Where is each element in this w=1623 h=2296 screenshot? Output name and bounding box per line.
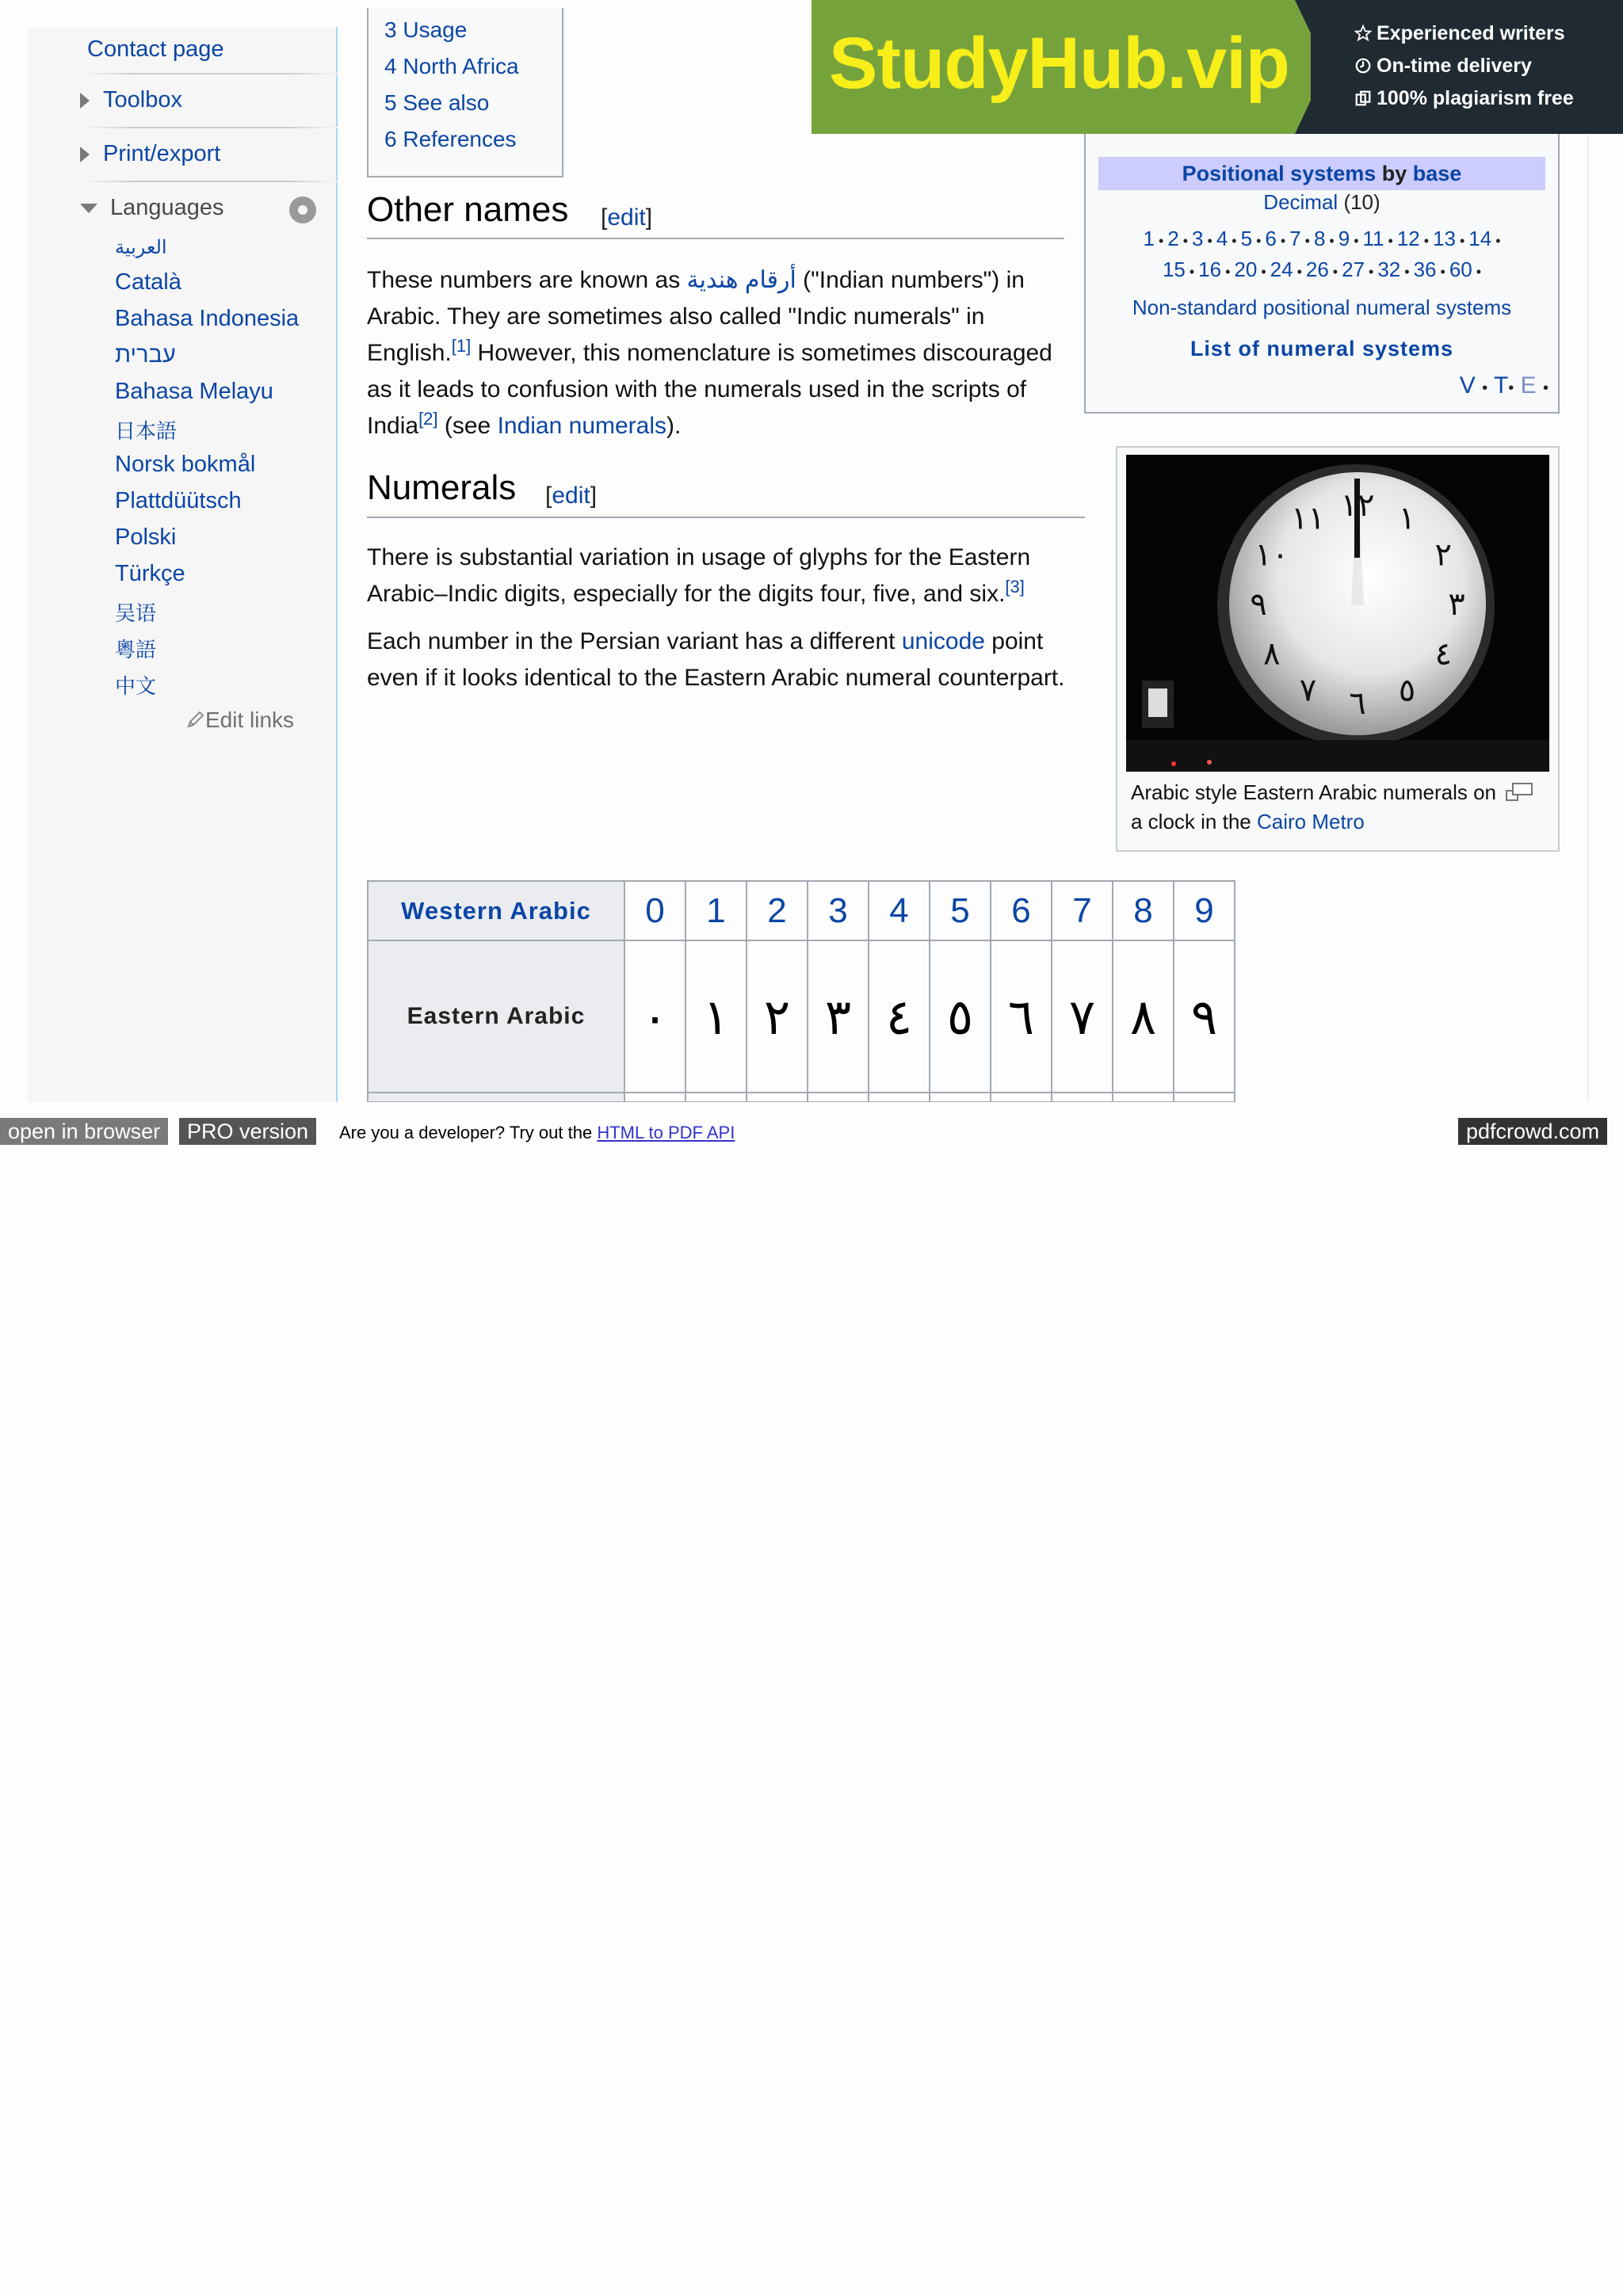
base-link[interactable]: 1 xyxy=(1143,227,1155,250)
copy-icon xyxy=(1354,90,1372,107)
table-cell xyxy=(1174,881,1235,940)
edit-template-link[interactable]: E xyxy=(1520,372,1537,399)
separator: • xyxy=(1419,233,1434,249)
indian-numerals-link[interactable]: Indian numerals xyxy=(497,413,667,439)
unicode-link[interactable]: unicode xyxy=(901,628,985,654)
eastern-digit: ٨ xyxy=(1129,987,1157,1046)
language-link[interactable]: עברית xyxy=(115,342,176,368)
heading-rule xyxy=(367,238,1064,239)
language-link[interactable]: Català xyxy=(115,269,181,295)
separator: • xyxy=(1350,233,1363,249)
eastern-digit: ١ xyxy=(702,987,730,1046)
base-link[interactable]: 16 xyxy=(1198,257,1222,281)
clock-digit: ٥ xyxy=(1398,672,1416,709)
table-cell xyxy=(1052,1093,1113,1102)
divider xyxy=(83,181,338,182)
base-link[interactable]: 2 xyxy=(1167,227,1179,250)
ad-feature-text: On-time delivery xyxy=(1377,55,1532,77)
clock-digit: ١٢ xyxy=(1340,487,1375,524)
digit-link[interactable]: 2 xyxy=(767,891,787,930)
toc-item[interactable]: 5 See also xyxy=(384,90,490,115)
clock-digit: ١١ xyxy=(1291,500,1325,537)
table-cell xyxy=(747,940,808,1093)
text: (10) xyxy=(1338,190,1381,214)
navbox-positional-title xyxy=(1086,158,1558,189)
ad-feature-text: Experienced writers xyxy=(1377,22,1565,44)
base-link[interactable]: 8 xyxy=(1313,227,1326,250)
decimal-link[interactable]: Decimal xyxy=(1263,190,1338,214)
text: (see xyxy=(437,413,498,439)
reference-link[interactable]: [1] xyxy=(451,336,472,356)
digit-link[interactable]: 8 xyxy=(1133,891,1153,930)
toc-item[interactable]: 6 References xyxy=(384,127,517,151)
eastern-digit: ٣ xyxy=(824,987,852,1046)
language-link[interactable]: 日本語 xyxy=(115,420,178,444)
table-cell xyxy=(991,881,1052,940)
clock-image[interactable] xyxy=(1126,455,1549,772)
base-link[interactable]: 9 xyxy=(1338,227,1350,250)
base-link[interactable]: 3 xyxy=(1192,227,1204,250)
table-row xyxy=(368,940,1235,1093)
sidebar-section-print-export[interactable] xyxy=(83,141,220,167)
table-cell xyxy=(1113,881,1174,940)
paragraph-other-names xyxy=(367,262,1072,444)
eastern-digit: ٥ xyxy=(946,987,974,1046)
language-link[interactable]: 粵語 xyxy=(115,639,157,662)
table-cell xyxy=(869,940,930,1093)
western-arabic-header xyxy=(368,881,624,940)
table-row xyxy=(368,1093,1235,1102)
view-template-link[interactable]: V xyxy=(1459,372,1476,399)
paragraph-numerals-1 xyxy=(367,540,1084,612)
table-cell xyxy=(1174,940,1235,1093)
navbox-vte xyxy=(1460,372,1549,399)
table-cell xyxy=(1174,1093,1235,1102)
table-cell xyxy=(747,1093,808,1102)
table-cell xyxy=(991,940,1052,1093)
language-link[interactable]: 吴语 xyxy=(115,602,157,626)
heading-other-names: Other names xyxy=(367,190,569,229)
list-numeral-systems-link[interactable]: List of numeral systems xyxy=(1190,337,1454,360)
digit-link[interactable]: 3 xyxy=(828,891,848,930)
eastern-digit: ٩ xyxy=(1190,987,1218,1046)
separator: • xyxy=(1328,264,1342,280)
separator: • xyxy=(1472,264,1482,280)
numeral-table xyxy=(367,880,1235,1103)
language-link[interactable]: Bahasa Melayu xyxy=(115,379,273,404)
star-icon xyxy=(1354,25,1372,42)
digit-link[interactable]: 6 xyxy=(1011,891,1031,930)
table-cell xyxy=(808,881,869,940)
ad-feature xyxy=(1354,55,1532,78)
clock-digit: ٩ xyxy=(1250,586,1267,623)
text: point even if it looks identical to the Eastern Arabic numeral counterpart. xyxy=(367,628,1065,691)
separator: • xyxy=(1325,233,1338,249)
ad-feature xyxy=(1354,22,1565,45)
base-link[interactable]: 5 xyxy=(1240,227,1253,250)
edit-bracket: [ xyxy=(601,204,608,231)
separator: • xyxy=(1300,233,1314,249)
separator: • xyxy=(1384,233,1397,249)
edit-link[interactable]: edit xyxy=(607,204,646,231)
language-link[interactable]: Türkçe xyxy=(115,561,185,586)
table-cell xyxy=(624,881,685,940)
separator: • xyxy=(1542,379,1549,397)
clock-digit: ١٠ xyxy=(1254,536,1289,574)
separator: • xyxy=(1203,233,1216,249)
reference-link[interactable]: [3] xyxy=(1005,577,1025,597)
cairo-metro-link[interactable]: Cairo Metro xyxy=(1256,810,1365,833)
base-link[interactable]: 24 xyxy=(1270,257,1293,281)
separator: • xyxy=(1178,233,1193,249)
triangle-right-icon xyxy=(80,147,90,162)
separator: • xyxy=(1400,264,1414,280)
clock-thumbnail xyxy=(1116,446,1560,852)
heading-numerals: Numerals xyxy=(367,468,517,507)
base-link[interactable]: 36 xyxy=(1413,257,1437,281)
heading-rule xyxy=(367,517,1085,518)
separator: • xyxy=(1221,264,1235,280)
table-cell xyxy=(685,940,747,1093)
text: ("Indian numbers") in Arabic. They are sometimes also called "Indic numerals" in English. xyxy=(367,267,1025,366)
base-link[interactable]: 7 xyxy=(1289,227,1301,250)
clock-illustration xyxy=(1126,455,1549,772)
sidebar-item-toolbox[interactable]: Toolbox xyxy=(103,87,182,113)
eastern-digit: ٠ xyxy=(641,987,669,1046)
clock-digit: ٣ xyxy=(1448,586,1465,623)
clock-digit: ٢ xyxy=(1434,536,1453,574)
table-cell xyxy=(685,881,747,940)
text: ). xyxy=(666,413,682,439)
base-link[interactable]: 26 xyxy=(1305,257,1329,281)
eastern-digit: ٢ xyxy=(763,987,791,1046)
base-link[interactable]: 20 xyxy=(1234,257,1258,281)
text: However, this nomenclature is sometimes discouraged as it leads to confusion with the numerals used in the scripts of India xyxy=(367,340,1052,439)
base-link[interactable]: 15 xyxy=(1162,257,1186,281)
base-link[interactable]: 6 xyxy=(1265,227,1277,250)
sidebar-item-print-export[interactable]: Print/export xyxy=(103,141,221,166)
sidebar-section-toolbox[interactable] xyxy=(83,87,182,113)
table-cell xyxy=(930,1093,991,1102)
ad-feature-text: 100% plagiarism free xyxy=(1377,87,1574,109)
ad-banner[interactable] xyxy=(812,0,1623,134)
table-cell xyxy=(808,940,869,1093)
base-link[interactable]: 11 xyxy=(1362,227,1384,250)
text: These numbers are known as xyxy=(367,267,687,293)
table-cell xyxy=(1052,940,1113,1093)
edit-links-label: Edit links xyxy=(205,707,295,732)
digit-link[interactable]: 9 xyxy=(1194,891,1214,930)
table-cell xyxy=(869,1093,930,1102)
text: Each number in the Persian variant has a different xyxy=(367,628,902,654)
language-link[interactable]: Polski xyxy=(115,524,177,550)
edit-links-button[interactable] xyxy=(186,707,294,733)
digit-link[interactable]: 5 xyxy=(950,891,970,930)
digit-link[interactable]: 4 xyxy=(889,891,909,930)
positional-systems-link[interactable]: Positional systems xyxy=(1182,162,1377,185)
talk-template-link[interactable]: T xyxy=(1493,372,1509,399)
edit-bracket: ] xyxy=(590,482,598,509)
table-cell xyxy=(368,1093,624,1102)
clock-digit: ٧ xyxy=(1299,672,1317,709)
navbox-decimal-line xyxy=(1086,190,1558,215)
text: There is substantial variation in usage of glyphs for the Eastern Arabic–Indic digits, especially for the digits four, five, and six. xyxy=(367,544,1031,607)
base-link[interactable]: 12 xyxy=(1396,227,1420,250)
divider xyxy=(83,73,338,74)
numeral-systems-navbox xyxy=(1084,111,1560,414)
separator: • xyxy=(1508,379,1514,397)
table-cell xyxy=(685,1093,747,1102)
pencil-icon xyxy=(186,710,205,729)
digit-link[interactable]: 1 xyxy=(706,891,726,930)
edit-section-link[interactable] xyxy=(601,204,652,231)
separator: • xyxy=(1257,264,1270,280)
base-link[interactable]: base xyxy=(1412,162,1462,185)
table-cell xyxy=(869,881,930,940)
language-link[interactable]: Norsk bokmål xyxy=(115,452,256,477)
ad-feature xyxy=(1354,87,1574,110)
arabic-term-link[interactable]: أرقام هندية xyxy=(686,267,796,293)
base-link[interactable]: 32 xyxy=(1377,257,1401,281)
western-arabic-link[interactable]: Western Arabic xyxy=(401,896,591,925)
triangle-right-icon xyxy=(80,93,90,109)
eastern-digit: ٦ xyxy=(1007,987,1035,1046)
edit-bracket: ] xyxy=(645,204,653,231)
table-cell xyxy=(991,1093,1052,1102)
content-border xyxy=(1587,27,1589,1102)
table-cell xyxy=(930,881,991,940)
base-link[interactable]: 27 xyxy=(1342,257,1365,281)
separator: • xyxy=(1482,379,1488,397)
eastern-arabic-header: Eastern Arabic xyxy=(368,940,624,1093)
separator: • xyxy=(1365,264,1378,280)
clock-digit: ١ xyxy=(1398,500,1416,537)
separator: • xyxy=(1436,264,1449,280)
reference-link[interactable]: [2] xyxy=(418,409,438,429)
thumbnail-caption xyxy=(1131,778,1511,837)
base-link[interactable]: 13 xyxy=(1433,227,1456,250)
table-cell xyxy=(808,1093,869,1102)
sidebar xyxy=(28,27,338,1102)
pdfcrowd-bar xyxy=(0,1118,1623,1148)
separator: • xyxy=(1154,233,1168,249)
page-cut xyxy=(349,1102,1617,1118)
separator: • xyxy=(1293,264,1306,280)
table-cell xyxy=(1113,940,1174,1093)
clock-digit: ٤ xyxy=(1434,635,1453,673)
edit-section-link[interactable] xyxy=(545,482,597,509)
promo-text: Are you a developer? Try out the xyxy=(339,1123,598,1142)
clock-digit: ٦ xyxy=(1349,685,1366,722)
caption-text: Arabic style Eastern Arabic numerals on a clock in the xyxy=(1131,780,1496,833)
pro-version-button[interactable]: PRO version xyxy=(179,1118,316,1145)
table-cell xyxy=(1052,881,1113,940)
language-link[interactable]: Bahasa Indonesia xyxy=(115,306,300,331)
navbox-bases-line-1 xyxy=(1086,227,1558,251)
open-in-browser-button[interactable]: open in browser xyxy=(0,1118,168,1145)
sidebar-section-languages[interactable] xyxy=(83,195,224,221)
text: by xyxy=(1376,162,1413,185)
toc-item[interactable]: 4 North Africa xyxy=(384,54,519,78)
base-link[interactable]: 14 xyxy=(1468,227,1492,250)
toc-item[interactable]: 3 Usage xyxy=(384,17,468,42)
language-link[interactable]: 中文 xyxy=(115,675,157,699)
html-to-pdf-link[interactable]: HTML to PDF API xyxy=(597,1123,735,1142)
pdfcrowd-site-link[interactable]: pdfcrowd.com xyxy=(1458,1118,1607,1145)
base-link[interactable]: 4 xyxy=(1216,227,1228,250)
divider xyxy=(83,127,338,128)
digit-link[interactable]: 7 xyxy=(1072,891,1092,930)
edit-bracket: [ xyxy=(545,482,552,509)
table-cell xyxy=(1113,1093,1174,1102)
enlarge-icon[interactable] xyxy=(1506,782,1533,803)
separator: • xyxy=(1276,233,1290,249)
triangle-down-icon xyxy=(80,204,97,213)
clock-digit: ٨ xyxy=(1262,635,1281,673)
nonstandard-systems-link[interactable]: Non-standard positional numeral systems xyxy=(1132,296,1512,319)
language-link[interactable]: العربية xyxy=(115,237,167,258)
separator: • xyxy=(1185,264,1199,280)
language-link[interactable]: Plattdüütsch xyxy=(115,488,242,513)
edit-link[interactable]: edit xyxy=(552,482,590,509)
base-link[interactable]: 60 xyxy=(1449,257,1472,281)
clock-icon xyxy=(1354,57,1372,74)
table-cell xyxy=(624,940,685,1093)
table-row xyxy=(368,881,1235,940)
gear-icon[interactable] xyxy=(289,196,316,223)
sidebar-item-contact-page[interactable]: Contact page xyxy=(87,36,224,62)
separator: • xyxy=(1455,233,1469,249)
table-cell xyxy=(930,940,991,1093)
sidebar-item-languages[interactable]: Languages xyxy=(110,195,224,220)
digit-link[interactable]: 0 xyxy=(645,891,665,930)
paragraph-numerals-2 xyxy=(367,624,1084,696)
developer-promo xyxy=(339,1123,735,1143)
separator: • xyxy=(1491,233,1501,249)
table-of-contents xyxy=(367,8,563,177)
ad-brand[interactable]: StudyHub.vip xyxy=(829,23,1289,104)
separator: • xyxy=(1228,233,1241,249)
separator: • xyxy=(1252,233,1266,249)
table-cell xyxy=(747,881,808,940)
eastern-digit: ٧ xyxy=(1068,987,1096,1046)
table-cell xyxy=(624,1093,685,1102)
eastern-digit: ٤ xyxy=(885,987,913,1046)
navbox-bases-line-2 xyxy=(1086,257,1558,282)
